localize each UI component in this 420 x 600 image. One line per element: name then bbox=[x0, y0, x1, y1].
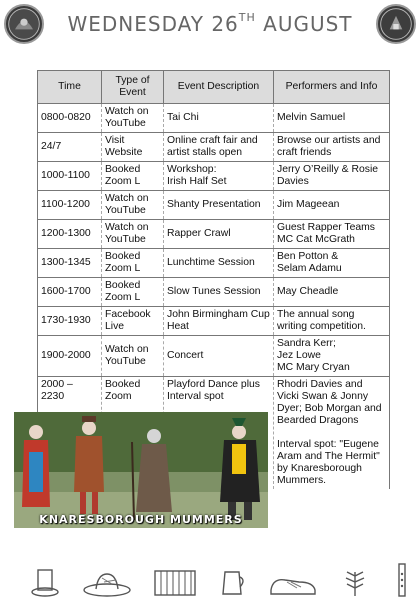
event-description-cell: Tai Chi bbox=[164, 104, 274, 133]
time-cell: 1900-2000 bbox=[38, 336, 102, 377]
time-cell: 2000 – 2230 bbox=[38, 377, 102, 490]
performers-cell: Jerry O’Reilly & Rosie Davies bbox=[274, 162, 390, 191]
table-header-row bbox=[38, 71, 390, 104]
clog-icon bbox=[269, 570, 317, 598]
footer-icons bbox=[30, 560, 410, 598]
event-type-cell: Booked Zoom bbox=[102, 377, 164, 490]
event-type-cell: Watch on YouTube bbox=[102, 191, 164, 220]
time-cell: 24/7 bbox=[38, 133, 102, 162]
page-title: WEDNESDAY 26TH AUGUST bbox=[67, 11, 353, 36]
event-type-cell: Booked Zoom L bbox=[102, 162, 164, 191]
performers-cell: Guest Rapper Teams MC Cat McGrath bbox=[274, 220, 390, 249]
event-description-cell: Workshop: Irish Half Set bbox=[164, 162, 274, 191]
column-header: Performers and Info bbox=[274, 71, 390, 104]
event-type-cell: Visit Website bbox=[102, 133, 164, 162]
table-row bbox=[38, 336, 390, 377]
performers-cell: Rhodri Davies and Vicki Swan & Jonny Dyer; Bob Morgan and Bearded Dragons Interval spot: "Eugene Aram and The Hermit" by Knaresborough Mummers. bbox=[274, 377, 390, 490]
column-header: Time bbox=[38, 71, 102, 104]
mummers-photo bbox=[14, 412, 268, 528]
time-cell: 1300-1345 bbox=[38, 249, 102, 278]
event-description-cell: Lunchtime Session bbox=[164, 249, 274, 278]
time-cell: 1000-1100 bbox=[38, 162, 102, 191]
event-description-cell: Shanty Presentation bbox=[164, 191, 274, 220]
event-type-cell: Watch on YouTube bbox=[102, 220, 164, 249]
performers-cell: The annual song writing competition. bbox=[274, 307, 390, 336]
table-row bbox=[38, 104, 390, 133]
event-description-cell: Slow Tunes Session bbox=[164, 278, 274, 307]
time-cell: 1600-1700 bbox=[38, 278, 102, 307]
hat-icon bbox=[82, 570, 132, 598]
performers-cell: Sandra Kerr; Jez Lowe MC Mary Cryan bbox=[274, 336, 390, 377]
folk-logo-icon bbox=[4, 4, 44, 44]
table-row bbox=[38, 191, 390, 220]
jug-icon bbox=[219, 568, 247, 598]
event-description-cell: Playford Dance plus Interval spot bbox=[164, 377, 274, 490]
table-row bbox=[38, 278, 390, 307]
time-cell: 1730-1930 bbox=[38, 307, 102, 336]
event-type-cell: Facebook Live bbox=[102, 307, 164, 336]
top-hat-icon bbox=[30, 566, 60, 598]
time-cell: 1100-1200 bbox=[38, 191, 102, 220]
event-type-cell: Booked Zoom L bbox=[102, 249, 164, 278]
event-type-cell: Watch on YouTube bbox=[102, 336, 164, 377]
table-row bbox=[38, 249, 390, 278]
event-description-cell: Concert bbox=[164, 336, 274, 377]
event-type-cell: Watch on YouTube bbox=[102, 104, 164, 133]
performers-cell: Browse our artists and craft friends bbox=[274, 133, 390, 162]
accordion-icon bbox=[153, 568, 197, 598]
tin-whistle-icon bbox=[394, 562, 410, 598]
performers-cell: Ben Potton & Selam Adamu bbox=[274, 249, 390, 278]
performers-cell: Melvin Samuel bbox=[274, 104, 390, 133]
time-cell: 1200-1300 bbox=[38, 220, 102, 249]
column-header: Event Description bbox=[164, 71, 274, 104]
column-header: Type of Event bbox=[102, 71, 164, 104]
whitby-logo-icon bbox=[376, 4, 416, 44]
photo-caption: KNARESBOROUGH MUMMERS bbox=[39, 513, 243, 526]
performers-cell: May Cheadle bbox=[274, 278, 390, 307]
event-description-cell: Online craft fair and artist stalls open bbox=[164, 133, 274, 162]
table-row bbox=[38, 307, 390, 336]
table-row bbox=[38, 220, 390, 249]
table-row bbox=[38, 133, 390, 162]
fern-icon bbox=[338, 568, 372, 598]
time-cell: 0800-0820 bbox=[38, 104, 102, 133]
event-description-cell: John Birmingham Cup Heat bbox=[164, 307, 274, 336]
performers-cell: Jim Mageean bbox=[274, 191, 390, 220]
event-type-cell: Booked Zoom L bbox=[102, 278, 164, 307]
table-row bbox=[38, 162, 390, 191]
event-description-cell: Rapper Crawl bbox=[164, 220, 274, 249]
